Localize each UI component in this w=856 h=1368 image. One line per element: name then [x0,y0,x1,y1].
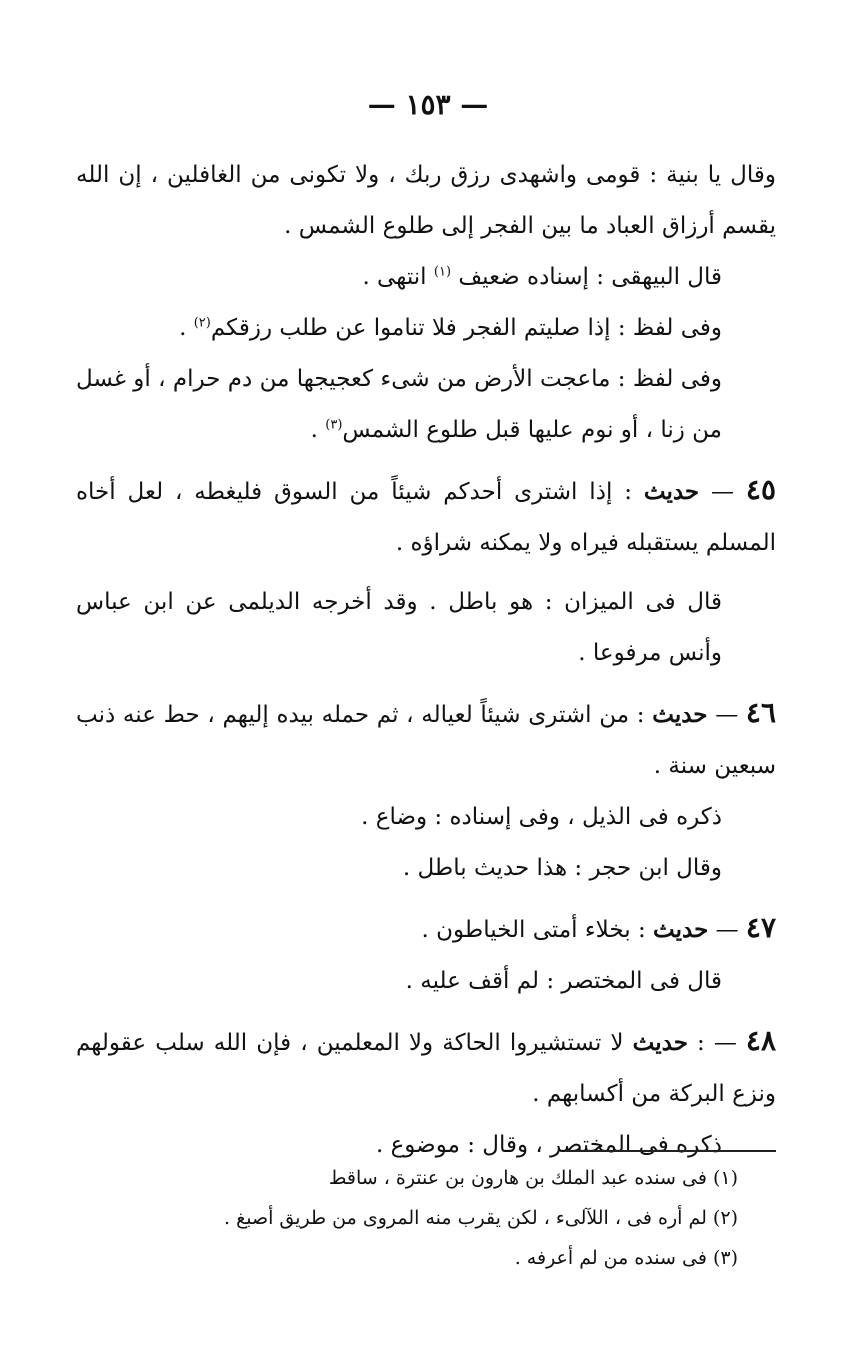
hadith-text: : من اشترى شيئاً لعياله ، ثم حمله بيده إليهم ، حط عنه ذنب سبعين سنة . [76,702,776,779]
footnote-divider [566,1150,776,1152]
hadith-45 [76,464,776,569]
hadith-dash: — [699,479,746,505]
footnote-2: (٢) لم أره فى ، اللآلىء ، لكن يقرب منه المروى من طريق أصبغ . [224,1207,738,1229]
paragraph-text: انتهى . [362,264,434,290]
hadith-text: : إذا اشترى أحدكم شيئاً من السوق فليغطه ، لعل أخاه المسلم يستقبله فيراه ولا يمكنه شراؤه . [76,479,776,556]
hadith-label: حديث [653,916,709,943]
hadith-46 [76,687,776,792]
comment-46-a: ذكره فى الذيل ، وفى إسناده : وضاع . [361,804,722,830]
comment-47: قال فى المختصر : لم أقف عليه . [405,968,722,994]
hadith-label: حديث [652,701,708,728]
paragraph-text: وفى لفظ : إذا صليتم الفجر فلا تناموا عن طلب رزقكم [210,315,722,341]
paragraph-bayhaqi [76,252,776,303]
hadith-label: حديث [632,1029,688,1056]
paragraph-text: . [179,315,194,341]
hadith-48 [76,1015,776,1120]
hadith-number: ٤٧ [745,911,776,944]
hadith-text: لا تستشيروا الحاكة ولا المعلمين ، فإن الله سلب عقولهم ونزع البركة من أكسابهم . [76,1030,776,1107]
hadith-number: ٤٦ [745,696,776,729]
page-number: — ١٥٣ — [367,88,489,121]
hadith-number: ٤٥ [745,473,776,506]
footnote-marker: (١) [433,264,452,280]
paragraph-daughter-advice: وقال يا بنية : قومى واشهدى رزق ربك ، ولا تكونى من الغافلين ، إن الله يقسم أرزاق العباد ما بين الفجر إلى طلوع الشمس . [76,162,776,239]
hadith-dash: — [707,702,746,728]
footnote-3: (٣) فى سنده من لم أعرفه . [514,1247,738,1269]
paragraph-variant-1 [76,303,776,354]
paragraph-variant-2 [76,354,776,456]
hadith-47 [76,902,776,956]
main-text [76,150,776,1171]
comment-46-b: وقال ابن حجر : هذا حديث باطل . [402,855,722,881]
paragraph-text: وفى لفظ : ماعجت الأرض من شىء كعجيجها من دم حرام ، أو غسل من زنا ، أو نوم عليها قبل طلوع الشمس [76,366,722,443]
hadith-label: حديث [643,478,700,505]
hadith-dash: — [708,917,746,943]
footnote-marker: (٣) [325,417,343,433]
hadith-number: ٤٨ [745,1024,776,1057]
footnote-1: (١) فى سنده عبد الملك بن هارون بن عنترة ، ساقط [328,1167,738,1189]
comment-48: ذكره فى المختصر ، وقال : موضوع . [375,1132,722,1158]
hadith-dash: — : [687,1030,746,1056]
hadith-text: : بخلاء أمتى الخياطون . [421,917,654,943]
paragraph-text: قال البيهقى : إسناده ضعيف [451,264,722,290]
comment-45: قال فى الميزان : هو باطل . وقد أخرجه الديلمى عن ابن عباس وأنس مرفوعا . [76,589,722,666]
paragraph-text: . [310,417,326,443]
footnotes [78,1158,738,1278]
footnote-marker: (٢) [193,315,211,331]
